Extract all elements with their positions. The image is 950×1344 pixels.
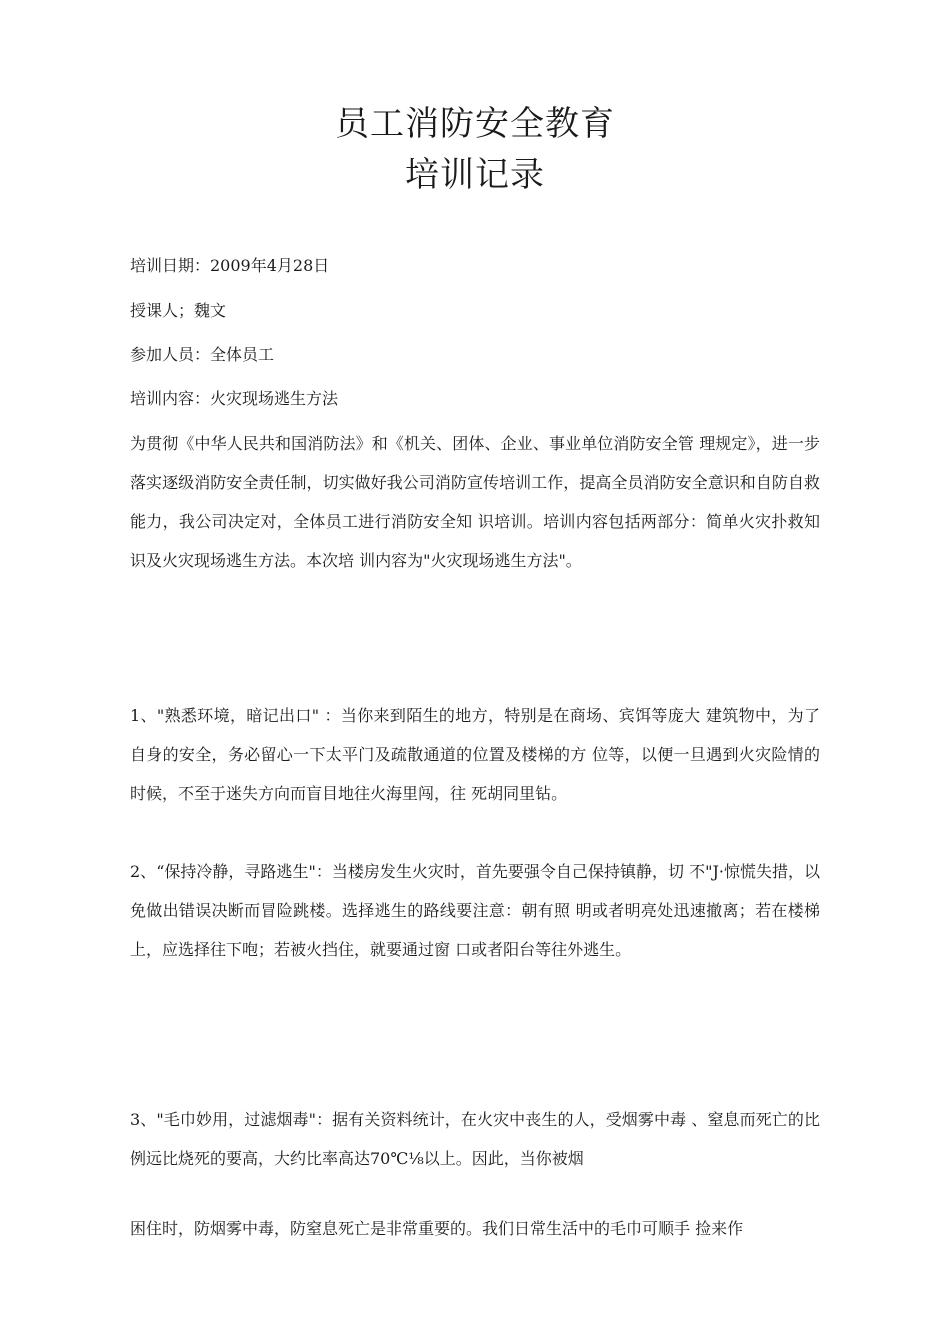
training-date: 培训日期：2009年4月28日 <box>130 256 330 275</box>
participants: 参加人员：全体员工 <box>130 345 275 364</box>
document-title: 员工消防安全教育 <box>335 104 615 144</box>
item-3-paragraph: 3、"毛巾妙用，过滤烟毒"：据有关资料统计，在火灾中丧生的人，受烟雾中毒 、窒息而死亡的比例远比烧死的要高，大约比率高达70℃⅛以上。因此，当你被烟 <box>130 1110 820 1168</box>
item-1-paragraph: 1、"熟悉环境，暗记出口" ：当你来到陌生的地方，特别是在商场、宾饵等庞大 建筑物中，为了自身的安全，务必留心一下太平门及疏散通道的位置及楼梯的方 位等，以便一旦遇到火灾险情的时候，不至于迷失方向而盲目地往火海里闯，往 死胡同里钻。 <box>130 706 820 803</box>
training-content: 培训内容：火灾现场逃生方法 <box>130 389 339 408</box>
item-3-continuation: 困住时，防烟雾中毒，防窒息死亡是非常重要的。我们日常生活中的毛巾可顺手 捡来作 <box>130 1219 744 1238</box>
document-subtitle: 培训记录 <box>405 155 545 195</box>
item-2-paragraph: 2、“保持冷静，寻路逃生"：当楼房发生火灾时，首先要强令自己保持镇静，切 不"J·惊慌失措，以免做出错误决断而冒险跳楼。选择逃生的路线要注意：朝有照 明或者明亮处迅速撤离；若在楼梯上，应选择往下咆；若被火挡住，就要通过窗 口或者阳台等往外逃生。 <box>130 862 820 959</box>
intro-paragraph: 为贯彻《中华人民共和国消防法》和《机关、团体、企业、事业单位消防安全管 理规定》，进一步落实逐级消防安全责任制，切实做好我公司消防宣传培训工作，提高全员消防安全意识和自防自救能力，我公司决定对，全体员工进行消防安全知 识培训。培训内容包括两部分：简单火灾扑救知识及火灾现场逃生方法。本次培 训内容为"火灾现场逃生方法"。 <box>130 434 820 570</box>
lecturer: 授课人；魏文 <box>130 301 227 320</box>
